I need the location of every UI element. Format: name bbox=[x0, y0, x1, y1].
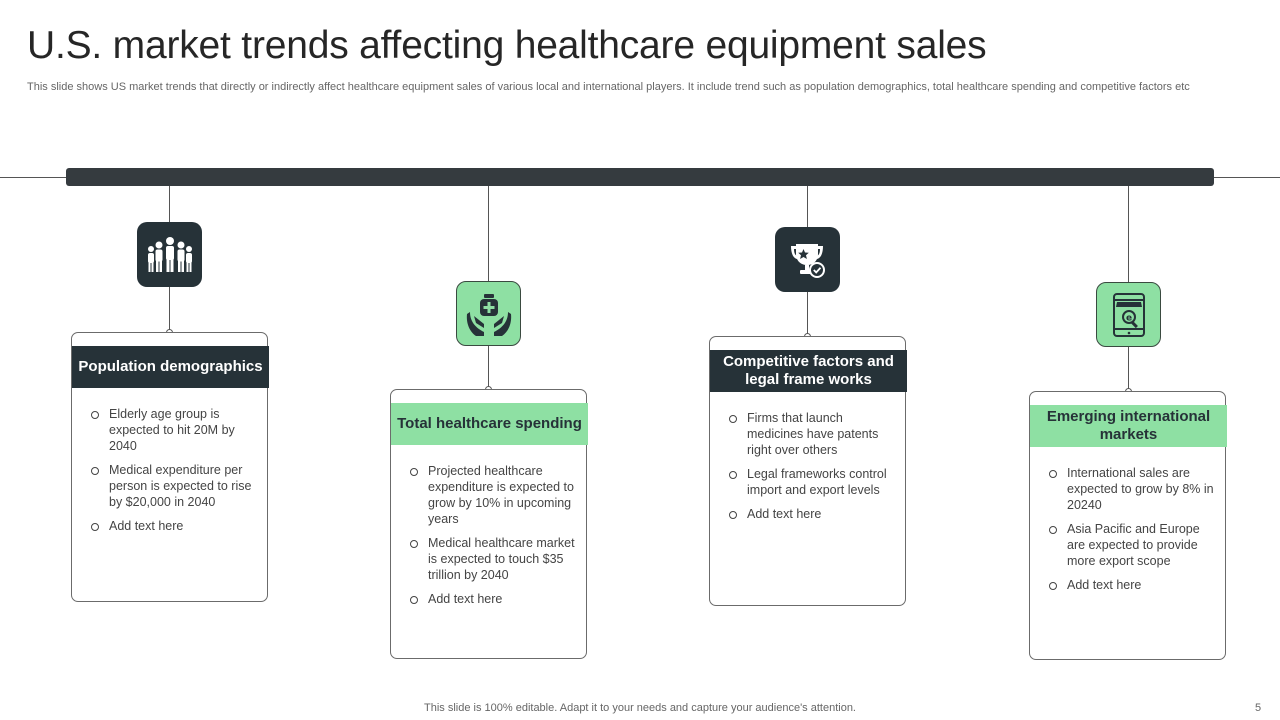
connector-line bbox=[488, 346, 489, 389]
svg-text:e: e bbox=[1125, 313, 1132, 323]
list-item: Projected healthcare expenditure is expected to grow by 10% in upcoming years bbox=[391, 463, 588, 527]
connector-line bbox=[1128, 186, 1129, 282]
list-item: Elderly age group is expected to hit 20M by 2040 bbox=[72, 406, 269, 454]
list-item: Add text here bbox=[710, 506, 907, 522]
timeline-bar bbox=[66, 168, 1214, 186]
list-item: Medical expenditure per person is expected to rise by $20,000 in 2040 bbox=[72, 462, 269, 510]
list-item: Asia Pacific and Europe are expected to provide more export scope bbox=[1030, 521, 1227, 569]
card-bullet-list bbox=[72, 406, 269, 542]
trend-card-emerging bbox=[1029, 391, 1226, 660]
card-bullet-list bbox=[710, 410, 907, 530]
competitive-icon-box bbox=[775, 227, 840, 292]
people-group-icon bbox=[147, 235, 193, 275]
trend-card-spending bbox=[390, 389, 587, 659]
trend-card-competitive bbox=[709, 336, 906, 606]
trophy-check-icon bbox=[788, 240, 828, 280]
footer-note: This slide is 100% editable. Adapt it to your needs and capture your audience's attention. bbox=[424, 702, 856, 714]
ecommerce-store-icon bbox=[1109, 292, 1149, 338]
slide-title: U.S. market trends affecting healthcare equipment sales bbox=[27, 24, 987, 67]
connector-line bbox=[1128, 347, 1129, 391]
spending-icon-box bbox=[456, 281, 521, 346]
list-item: Add text here bbox=[1030, 577, 1227, 593]
card-header: Competitive factors and legal frame works bbox=[710, 350, 907, 392]
trend-card-population bbox=[71, 332, 268, 602]
medicine-hands-icon bbox=[466, 292, 512, 336]
list-item: Add text here bbox=[391, 591, 588, 607]
list-item: Medical healthcare market is expected to touch $35 trillion by 2040 bbox=[391, 535, 588, 583]
card-header: Total healthcare spending bbox=[391, 403, 588, 445]
list-item: International sales are expected to grow by 8% in 20240 bbox=[1030, 465, 1227, 513]
card-header: Population demographics bbox=[72, 346, 269, 388]
list-item: Legal frameworks control import and export levels bbox=[710, 466, 907, 498]
list-item: Firms that launch medicines have patents right over others bbox=[710, 410, 907, 458]
page-number: 5 bbox=[1255, 702, 1262, 714]
list-item: Add text here bbox=[72, 518, 269, 534]
connector-line bbox=[488, 186, 489, 281]
population-icon-box bbox=[137, 222, 202, 287]
card-header: Emerging international markets bbox=[1030, 405, 1227, 447]
connector-line bbox=[807, 292, 808, 336]
connector-line bbox=[169, 287, 170, 332]
connector-line bbox=[169, 186, 170, 222]
connector-line bbox=[807, 186, 808, 227]
card-bullet-list bbox=[1030, 465, 1227, 601]
emerging-markets-icon-box bbox=[1096, 282, 1161, 347]
slide-subtitle: This slide shows US market trends that directly or indirectly affect healthcare equipment sales of various local and international players. It include trend such as population demographics, total healthcare spending and competitive factors etc bbox=[27, 81, 1190, 93]
card-bullet-list bbox=[391, 463, 588, 615]
